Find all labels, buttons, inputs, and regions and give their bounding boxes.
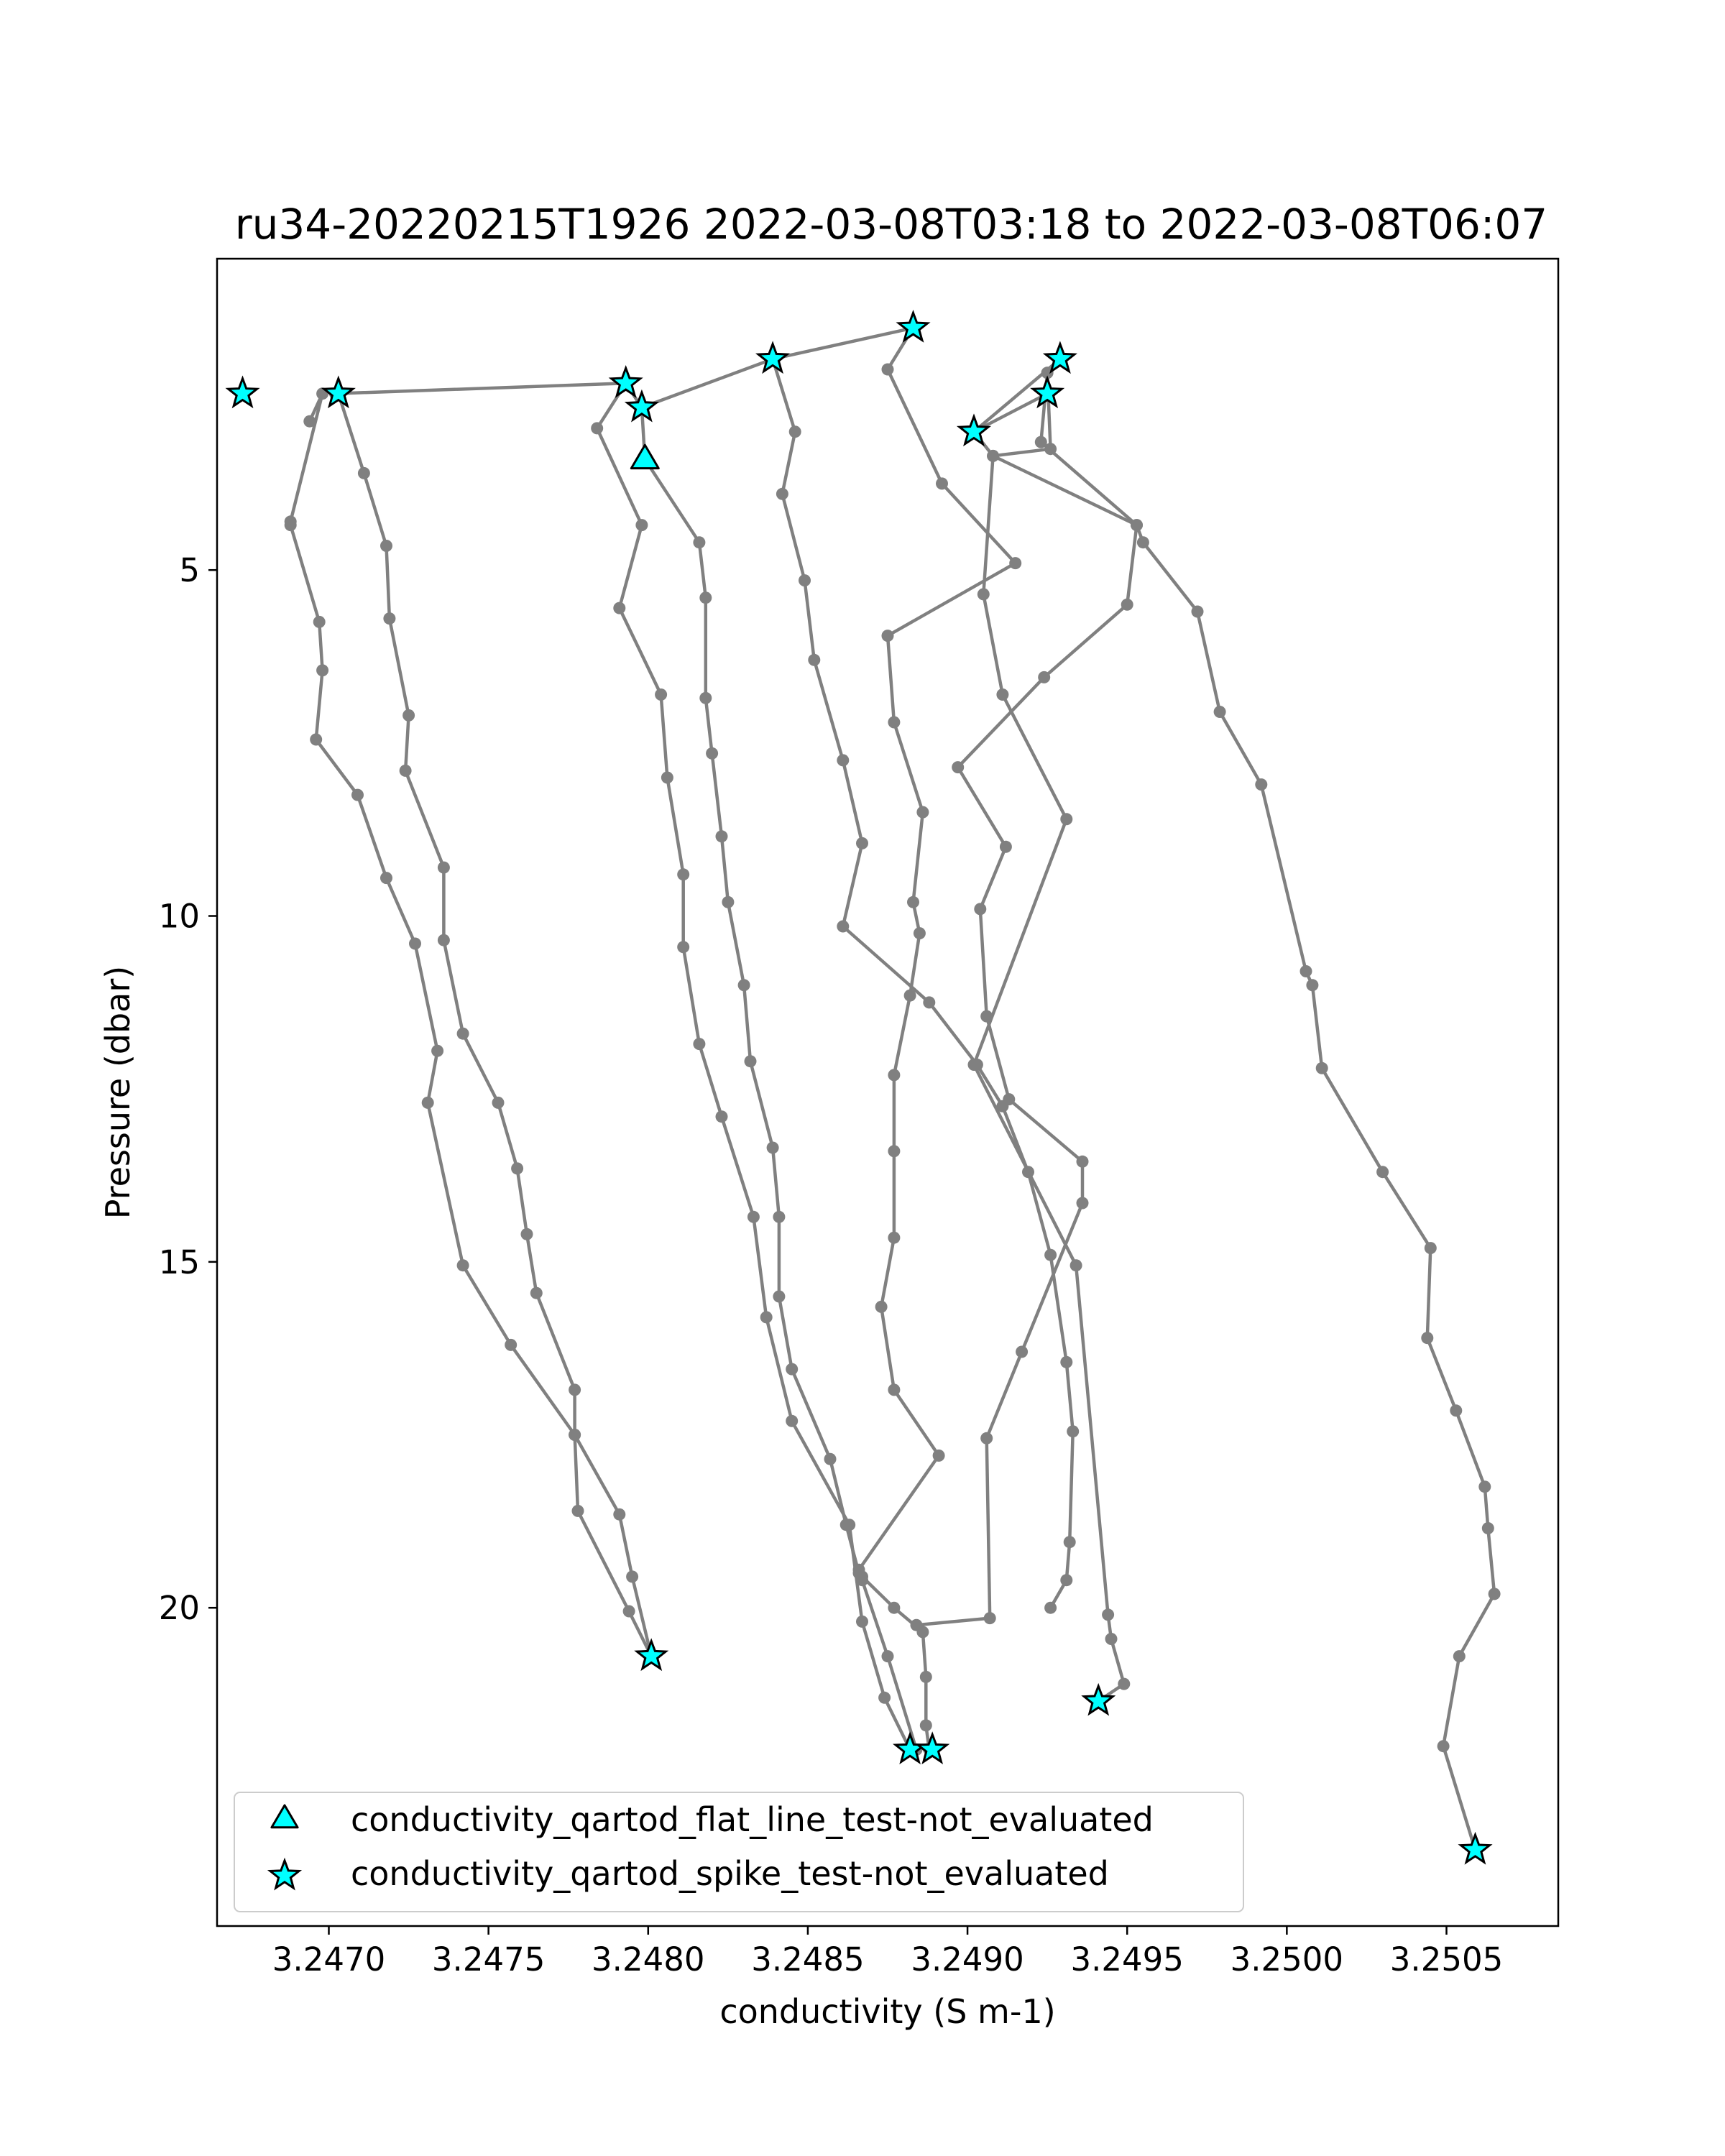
- data-point: [888, 1602, 900, 1614]
- data-point: [837, 921, 849, 933]
- data-point: [738, 979, 750, 991]
- data-point: [409, 938, 421, 950]
- data-point: [1121, 599, 1133, 611]
- data-point: [1306, 979, 1318, 991]
- data-point: [888, 1232, 900, 1244]
- data-point: [1077, 1156, 1089, 1168]
- data-point: [623, 1606, 635, 1618]
- data-point: [888, 1383, 900, 1396]
- data-point: [1438, 1740, 1450, 1752]
- flag-markers: [229, 313, 1490, 1862]
- data-point: [987, 450, 999, 462]
- data-point: [1038, 671, 1050, 683]
- data-point: [613, 1508, 625, 1521]
- plot-frame: [217, 259, 1558, 1926]
- y-axis-ticks: [159, 551, 217, 1627]
- data-point: [613, 602, 625, 614]
- data-point: [569, 1429, 581, 1441]
- data-point: [840, 1519, 852, 1531]
- data-point: [978, 588, 990, 600]
- data-point: [626, 1570, 638, 1583]
- data-point: [1060, 1574, 1072, 1586]
- data-point: [920, 1719, 932, 1731]
- x-tick-label: 3.2490: [911, 1940, 1024, 1978]
- data-point: [1067, 1425, 1079, 1437]
- data-point: [824, 1453, 837, 1465]
- data-point: [745, 1055, 757, 1067]
- data-point: [1453, 1650, 1466, 1662]
- y-tick-label: 20: [158, 1589, 200, 1628]
- data-point: [888, 717, 900, 729]
- data-point: [1118, 1678, 1130, 1690]
- data-point: [856, 1570, 868, 1583]
- data-point: [799, 574, 811, 586]
- data-point: [677, 941, 689, 953]
- profile-line-6: [773, 359, 1073, 1608]
- data-point: [591, 422, 603, 434]
- data-point: [438, 934, 450, 946]
- data-point: [457, 1028, 469, 1040]
- y-axis-label: Pressure (dbar): [98, 965, 137, 1220]
- y-tick-label: 5: [179, 551, 200, 590]
- data-point: [511, 1162, 523, 1174]
- data-point: [760, 1311, 773, 1323]
- spike-flag-marker: [758, 344, 787, 372]
- data-point: [693, 1038, 705, 1050]
- data-point: [933, 1450, 945, 1462]
- data-point: [923, 996, 935, 1008]
- data-point: [1316, 1062, 1328, 1074]
- data-point: [351, 789, 364, 801]
- data-point: [916, 806, 929, 819]
- data-point: [837, 754, 849, 766]
- data-point: [878, 1692, 891, 1704]
- x-tick-label: 3.2500: [1230, 1940, 1344, 1978]
- series-lines: [285, 322, 1501, 1856]
- data-point: [1000, 841, 1012, 853]
- data-point: [974, 903, 986, 915]
- data-point: [438, 862, 450, 874]
- data-point: [856, 837, 868, 849]
- data-point: [888, 1069, 900, 1081]
- profile-line-0: [290, 394, 651, 1657]
- data-point: [1060, 813, 1072, 825]
- data-point: [400, 765, 412, 777]
- profile-line-8: [916, 359, 1137, 1626]
- data-point: [313, 616, 326, 628]
- data-point: [786, 1363, 798, 1376]
- data-point: [716, 830, 728, 842]
- data-point: [1016, 1346, 1028, 1358]
- data-point: [1003, 1093, 1015, 1105]
- data-point: [635, 519, 648, 531]
- data-point: [1478, 1480, 1491, 1493]
- data-point: [773, 1291, 785, 1303]
- data-point: [1450, 1404, 1462, 1416]
- data-point: [808, 654, 820, 666]
- profile-line-4: [645, 459, 916, 1749]
- data-point: [677, 868, 689, 880]
- x-tick-label: 3.2480: [592, 1940, 705, 1978]
- data-point: [888, 1145, 900, 1157]
- data-point: [1009, 557, 1021, 569]
- profile-line-1: [335, 383, 645, 459]
- spike-flag-marker: [899, 313, 928, 340]
- data-point: [1131, 519, 1143, 531]
- data-point: [358, 467, 370, 479]
- data-point: [422, 1097, 434, 1109]
- legend: [234, 1792, 1243, 1912]
- data-point: [882, 364, 894, 376]
- data-point: [968, 1059, 980, 1071]
- data-point: [699, 692, 712, 704]
- spike-flag-marker: [324, 379, 353, 406]
- data-point: [1044, 443, 1057, 455]
- profile-line-9: [974, 394, 1494, 1850]
- legend-label-flat-line: conductivity_qartod_flat_line_test-not_evaluated: [351, 1800, 1154, 1839]
- data-point: [1137, 536, 1149, 548]
- data-point: [1060, 1356, 1072, 1368]
- y-tick-label: 15: [158, 1243, 200, 1281]
- data-point: [786, 1415, 798, 1427]
- data-point: [1421, 1332, 1433, 1344]
- x-tick-label: 3.2475: [431, 1940, 546, 1978]
- flat-line-flag-marker: [631, 445, 658, 468]
- spike-flag-marker: [229, 379, 257, 406]
- x-axis-label: conductivity (S m-1): [719, 1992, 1056, 2031]
- data-point: [882, 1650, 894, 1662]
- data-point: [380, 872, 392, 884]
- data-point: [789, 425, 801, 438]
- data-point: [914, 927, 926, 939]
- data-point: [310, 734, 322, 746]
- data-point: [716, 1110, 728, 1123]
- data-point: [492, 1097, 505, 1109]
- x-tick-label: 3.2495: [1070, 1940, 1184, 1978]
- data-point: [904, 990, 916, 1002]
- data-point: [431, 1045, 443, 1057]
- data-point: [920, 1671, 932, 1683]
- data-point: [722, 896, 734, 908]
- x-axis-ticks: [272, 1926, 1503, 1978]
- spike-flag-marker: [612, 368, 640, 395]
- spike-flag-marker: [637, 1641, 666, 1669]
- data-point: [693, 536, 705, 548]
- data-point: [875, 1301, 888, 1313]
- data-point: [980, 1432, 993, 1445]
- data-point: [655, 688, 667, 701]
- data-point: [699, 591, 712, 604]
- data-point: [748, 1211, 760, 1223]
- data-point: [569, 1383, 581, 1396]
- data-point: [572, 1505, 584, 1517]
- x-tick-label: 3.2505: [1389, 1940, 1504, 1978]
- data-point: [882, 630, 894, 642]
- data-point: [303, 415, 316, 428]
- data-point: [1425, 1242, 1437, 1254]
- data-point: [911, 1619, 923, 1631]
- spike-flag-marker: [918, 1735, 947, 1762]
- data-point: [1070, 1259, 1082, 1271]
- data-point: [1376, 1166, 1389, 1178]
- data-point: [1255, 778, 1267, 791]
- data-point: [996, 688, 1008, 701]
- data-point: [856, 1616, 868, 1628]
- profile-line-2: [339, 394, 651, 1657]
- data-point: [661, 772, 673, 784]
- data-point: [773, 1211, 785, 1223]
- data-point: [316, 664, 328, 676]
- data-point: [1044, 1602, 1057, 1614]
- data-point: [1482, 1522, 1494, 1534]
- data-point: [1105, 1633, 1118, 1645]
- data-point: [1214, 706, 1226, 718]
- data-point: [380, 540, 392, 552]
- data-point: [984, 1612, 996, 1624]
- data-point: [521, 1228, 533, 1240]
- data-point: [1102, 1608, 1114, 1621]
- data-point: [530, 1287, 543, 1299]
- spike-flag-marker: [896, 1735, 924, 1762]
- data-point: [457, 1259, 469, 1271]
- data-point: [1044, 1249, 1057, 1261]
- data-point: [767, 1142, 779, 1154]
- data-point: [1064, 1536, 1076, 1548]
- spike-flag-marker: [1084, 1686, 1113, 1713]
- data-point: [776, 488, 788, 500]
- data-point: [285, 519, 297, 531]
- x-tick-label: 3.2485: [751, 1940, 865, 1978]
- data-point: [505, 1339, 517, 1351]
- data-point: [1192, 606, 1204, 618]
- data-point: [907, 896, 919, 908]
- data-point: [1077, 1197, 1089, 1210]
- spike-flag-marker: [960, 417, 988, 444]
- y-tick-label: 10: [158, 897, 200, 936]
- spike-flag-marker: [1461, 1835, 1490, 1862]
- x-tick-label: 3.2470: [272, 1940, 386, 1978]
- legend-label-spike: conductivity_qartod_spike_test-not_evaluated: [351, 1854, 1109, 1893]
- data-point: [402, 709, 415, 722]
- data-point: [1300, 965, 1312, 977]
- chart-title: ru34-20220215T1926 2022-03-08T03:18 to 2022-03-08T06:07: [234, 200, 1548, 249]
- data-point: [383, 612, 395, 625]
- data-point: [952, 761, 964, 773]
- data-point: [936, 477, 948, 489]
- data-point: [1489, 1588, 1501, 1600]
- data-point: [706, 747, 718, 760]
